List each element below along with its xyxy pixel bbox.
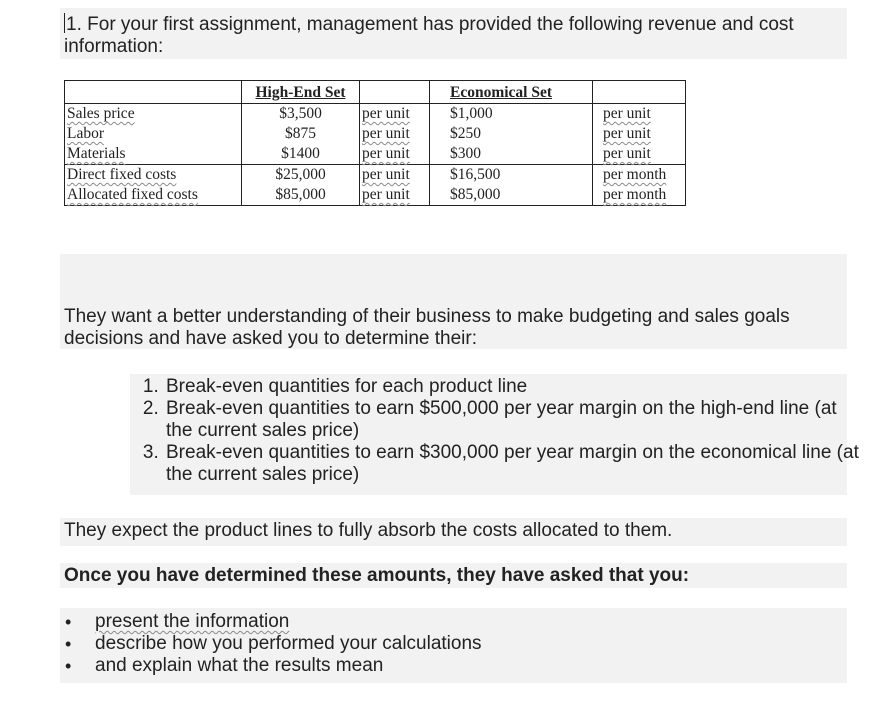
header-economical: Economical Set (430, 81, 593, 104)
row-label-direct-fixed-costs: Direct fixed costs (67, 166, 177, 183)
list-item: 1. Break-even quantities for each product line (164, 376, 864, 398)
table-row-group (65, 104, 686, 165)
economical-unit: per month (603, 186, 667, 203)
economical-allocated-fixed: $85,000 (450, 186, 501, 203)
high-end-units-top (360, 104, 430, 165)
header-blank-cell (593, 81, 686, 104)
economical-labor: $250 (450, 125, 481, 142)
revenue-cost-table (64, 80, 686, 206)
economical-values-bottom (430, 165, 593, 206)
high-end-unit: per unit (362, 105, 410, 122)
economical-values-top (430, 104, 593, 165)
text-cursor (64, 13, 65, 33)
header-high-end: High-End Set (242, 81, 360, 104)
economical-unit: per unit (603, 125, 651, 142)
row-label-allocated-fixed-costs: Allocated fixed costs (67, 186, 198, 203)
table-header-row (65, 81, 686, 104)
row-labels-top (65, 104, 242, 165)
task-text: describe how you performed your calculations (95, 633, 482, 654)
economical-unit: per unit (603, 105, 651, 122)
list-item: 2. Break-even quantities to earn $500,000 per year margin on the high-end line (at the current sales price) (164, 398, 864, 442)
economical-direct-fixed: $16,500 (450, 166, 501, 183)
tasks-list (62, 611, 795, 677)
high-end-units-bottom (360, 165, 430, 206)
list-item (95, 611, 795, 633)
high-end-labor: $875 (285, 125, 316, 142)
header-blank-cell (360, 81, 430, 104)
ask-paragraph: Once you have determined these amounts, they have asked that you: (64, 565, 690, 586)
list-item: 3. Break-even quantities to earn $300,000 per year margin on the economical line (at the current sales price) (164, 442, 864, 486)
high-end-unit: per unit (362, 145, 410, 162)
list-item (95, 655, 795, 677)
high-end-sales-price: $3,500 (279, 105, 322, 122)
high-end-unit: per unit (362, 166, 410, 183)
high-end-values-bottom (242, 165, 360, 206)
economical-unit: per month (603, 166, 667, 183)
understanding-paragraph: They want a better understanding of their business to make budgeting and sales goals decisions and have asked you to determine their: (64, 306, 790, 349)
high-end-allocated-fixed: $85,000 (275, 186, 326, 203)
intro-paragraph (64, 13, 849, 58)
economical-units-bottom (593, 165, 686, 206)
header-blank-cell (65, 81, 242, 104)
row-label-sales-price: Sales price (67, 105, 135, 122)
task-text: and explain what the results mean (95, 655, 384, 676)
high-end-unit: per unit (362, 125, 410, 142)
absorb-paragraph: They expect the product lines to fully absorb the costs allocated to them. (64, 520, 673, 541)
high-end-direct-fixed: $25,000 (275, 166, 326, 183)
high-end-materials: $1400 (281, 145, 320, 162)
economical-units-top (593, 104, 686, 165)
task-text: present the information (95, 611, 290, 632)
row-labels-bottom (65, 165, 242, 206)
break-even-list (132, 376, 864, 486)
row-label-labor: Labor (67, 125, 105, 142)
row-label-materials: Materials (67, 145, 126, 162)
list-item (95, 633, 795, 655)
intro-number: 1. (66, 14, 82, 35)
intro-text: For your first assignment, management has provided the following revenue and cost information: (64, 14, 794, 57)
high-end-values-top (242, 104, 360, 165)
economical-unit: per unit (603, 145, 651, 162)
economical-materials: $300 (450, 145, 481, 162)
economical-sales-price: $1,000 (450, 105, 493, 122)
high-end-unit: per unit (362, 186, 410, 203)
table-row-group (65, 165, 686, 206)
